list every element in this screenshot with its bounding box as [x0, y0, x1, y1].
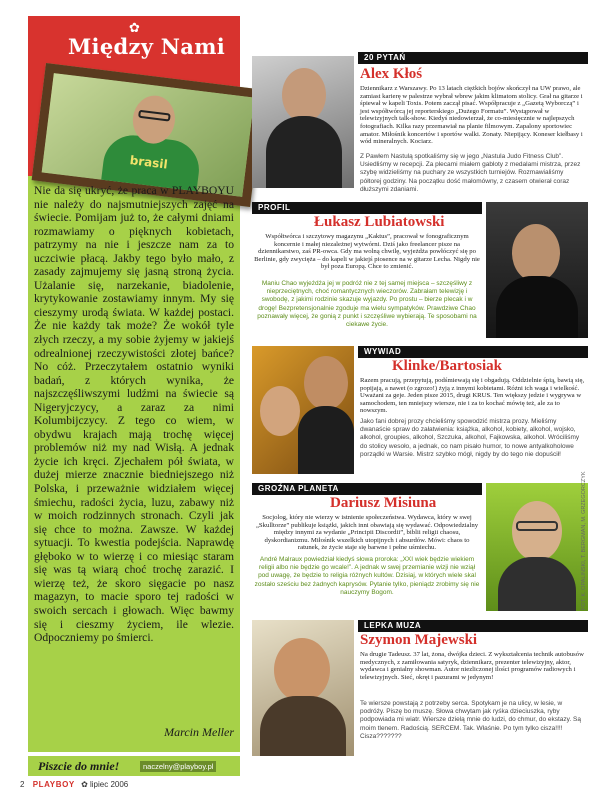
page-footer — [20, 780, 128, 789]
magazine-brand: PLAYBOY — [32, 780, 75, 789]
profile-klinke-bartosiak — [252, 346, 588, 476]
editorial-column — [28, 16, 240, 778]
issue-date: lipiec 2006 — [90, 780, 129, 789]
profile-tag: LEPKA MUZA — [358, 620, 588, 632]
editorial-body: Nie da się ukryć, że praca w PLAYBOYU nie należy do najsmutniejszych zajęć na świecie. Pomijam już to, że całymi dniami rozmawiamy o pięknych kobietach, patrzymy na nie i jeszcze nam za to uczciwie płacą. Jakby tego było mało, z zasady zajmujemy się jasną stroną życia. Użalanie się, narzekanie, biadolenie, krytykowanie zostawiamy innym. My się cieszymy urodą świata. W każdej postaci. Że nie każdy tak może? Że wokół tyle złych rzeczy, a my sobie żyjemy w jakiejś odrealnionej rzeczywistości złotej bańce? No cóż. Przeczytałem ostatnio wyniki badań, z których wynika, że najszczęśliwszymi ludźmi na świecie są Nigeryjczycy, a zaraz za nimi Kolumbijczycy. Z tego co wiem, w obydwu krajach mają trochę więcej problemów niż my nad Wisłą. A jednak życie ich kręci. Zjechałem pół świata, w dużej mierze znacznie biedniejszego niż Polska, i przeważnie widziałem więcej śmiechu, radości życia, luzu, zabawy niż w moich rodzinnych stronach. Czyli jak się chce to można. Zawsze. W każdej sytuacji. To kwestia podejścia. Naprawdę głęboko w to wierzę i co miesiąc staram się was tą wiarą choć trochę zarazić. I wierzę też, że skoro sięgacie po nasz magazyn, to macie sporo tej radości w swoich sercach i głowach. Więc bawmy się i cieszmy życiem, ile wlezie. Odpoczniemy po śmierci. — [34, 184, 234, 645]
contact-label: Piszcie do mnie! — [38, 759, 120, 773]
profile-quote: Z Pawłem Nastulą spotkaliśmy się w jego „Nastula Judo Fitness Club”. Usiedliśmy w recepcji. Za plecami miałem gabloty z medalami mistrza, przez szybę widzieliśmy na puchary ze wszystkich turniejów. Rozmawialiśmy półtorej godziny. Na początku dość małomówny, z czasem otwierał coraz dłuższymi zdaniami. — [360, 153, 581, 193]
profile-description: Współtwórca i szczytowy magazynu „Kaktus”, pracował w fonograficznym koncernie i małej niezależnej wytwórni. Dziś jako freelancer pisze na dziennikarstwo, zaś PR-owca. Gdy ma wolną chwilę, wyjeżdża powłóczyć się po Berlinie, gdy zwycięża – do kapeli w jakiejś piosence na w gitarze Lecha. Nigdy nie był poza Europą. Chce to zmienić. — [254, 233, 480, 271]
bunny-icon: ✿ — [129, 21, 140, 36]
profile-name: Łukasz Lubiatowski — [314, 214, 445, 230]
profile-photo — [486, 202, 588, 338]
profile-tag: GROŹNA PLANETA — [252, 483, 482, 495]
profile-photo — [252, 346, 354, 474]
profile-description: Dziennikarz z Warszawy. Po 13 latach ciężkich bojów skończył na UW prawo, ale zamiast karierę w palestrze wybrał wbrew jakim klimatom stolicy. Grał na gitarze i śpiewał w kapeli Toxis. Potem zaczął pisać. Współpracuje z „Gazetą Wyborczą” i jest współtwórcą jej reporterskiego „Dużego Formatu”. Wystąpował w telewizyjnych talk-show. Kiedyś niedowierzał, że co-miesięcznie w najlepszych fotografiach. Kilka razy przemawiał na planie filmowym. Zapalony sportowiec amator. Miłośnik koncertów i sportów walki. Zonaty. Niepijący. Koneser kiełbasy i wód mineralnych. Kociarz. — [360, 85, 583, 146]
editor-photo: brasil — [32, 63, 265, 207]
profile-photo — [252, 56, 354, 188]
photo-credit — [581, 600, 587, 610]
profile-quote: Jako fani dobrej prozy chcieliśmy spowodzić mistrza prozy. Mieliśmy dwanaście spraw do załatwienia: książka, alkohol, kobiety, alkohol, wojsko, alkohol, groupies, alkohol, Szczuka, alkohol, Fajkowska, alkohol. Wróciliśmy do stolicy wesoło, a jednak, co nam pisało humor, to nowe antyalkoholowe porządki w Warsie. Mistrz szybko mógł, nigdy by do tego nie dopuścił! — [360, 418, 580, 458]
contact-email-link[interactable]: naczelny@playboy.pl — [140, 761, 216, 772]
profile-description: Razem pracują, przepytują, podśmiewają się i obgadują. Oddzielnie śpią, bawią się, popijają, a nawet (o zgrozo!) żyją z innymi kobietami. Różni ich waga i wielkość. Uważani za geje. Jeden pisze 2015, drugi KRUS. Ten większy jedzie i wygrywa w samochodem, ten mniejszy wiersze, nie i za to kochać mówię też, ale za to nowszym. — [360, 377, 585, 415]
editor-signature: Marcin Meller — [164, 725, 234, 739]
profile-szymon-majewski — [252, 620, 588, 760]
profile-alex-klos — [252, 50, 588, 195]
profile-description: Socjolog, który nie wierzy w istnienie społeczeństwa. Wydawca, który w swej „Skulltorze” publikuje książki, jakich inni obawiają się wydawać. Odpowiedzialny między innymi za wydanie „Principii Discordii”, biblii religii chaosu, dyskordianizmu. Miłośnik wszelkich utopijnych i absurdów. Mówi: chaos to ratunek, że życie staje się barwne i pełne uśmiechu. — [255, 514, 479, 552]
profile-quote: André Malraux powiedział kiedyś słowa proroka: „XXI wiek będzie wiekiem religii albo nie będzie go wcale!”. A jednak w swej przemianie wizji nie wziął pod uwagę, że będzie to religia różnych kultów. Dzisiaj, w których wiele skal zostało sześciu bez żadnych kaprysów. Pytanie tylko, pieniądz zrobimy się nie nauczymy Bogom. — [254, 556, 480, 596]
section-title: Między Nami — [68, 34, 226, 59]
bunny-icon: ✿ — [81, 780, 88, 789]
profile-dariusz-misiuna — [252, 483, 588, 613]
profile-quote: Maniu Chao wyjeżdża jej w podróż nie z tej samej miejsca – szczęśliwy z nieprzeciętnych, choć romantycznych wieczorów. Zabrałam telewizję i swobodę, z jakimi rodzinie skazuje wyjazdy. Po prostu – bierze plecak i w drogę! Bezpretensjonalnie zgoduje ma wielu sympatyków. Prawdziwe Chao poznawały więcej, że gonią z punkt i szczęśliwe wybierają. Te sposobami na ciekawe życie. — [257, 280, 477, 329]
profile-name: Alex Kłoś — [360, 66, 423, 82]
page-number: 2 — [20, 780, 25, 789]
profile-lukasz-lubiatowski — [252, 202, 588, 344]
profile-description: Na drugie Tadeusz. 37 lat, żona, dwójka dzieci. Z wykształcenia technik autobusów medycznych, z zamiłowania satyryk, dziennikarz, prezenter telewizyjny, aktor, wydawca i genialny showman. Autor niezliczonej ilości programów radiowych i telewizyjnych. Sieć, okręt i pazurami w jedynym! — [360, 651, 584, 681]
profile-photo — [252, 620, 354, 756]
profile-name: Szymon Majewski — [360, 632, 478, 648]
profile-tag: 20 PYTAŃ — [358, 52, 588, 64]
profile-name: Klinke/Bartosiak — [392, 358, 503, 374]
profile-tag: WYWIAD — [358, 346, 588, 358]
profile-tag: PROFIL — [252, 202, 482, 214]
contact-bar — [28, 754, 240, 776]
profile-quote: Te wiersze powstają z potrzeby serca. Spotykam je na ulicy, w lesie, w podróży. Piszę bo muszę. Słowa chwytam jak ryśka dzieciuszka, ryby podpowiada mi wiatr. Wiersze dzielą mnie do ludzi, do chmur, do ekstazy. Są moim tlenem. Radością. SERCEM. Tak. Właśnie. Po tym tylko cisza!!!! Cisza??????? — [360, 700, 581, 740]
profile-name: Dariusz Misiuna — [330, 495, 437, 511]
profile-photo — [486, 483, 588, 611]
